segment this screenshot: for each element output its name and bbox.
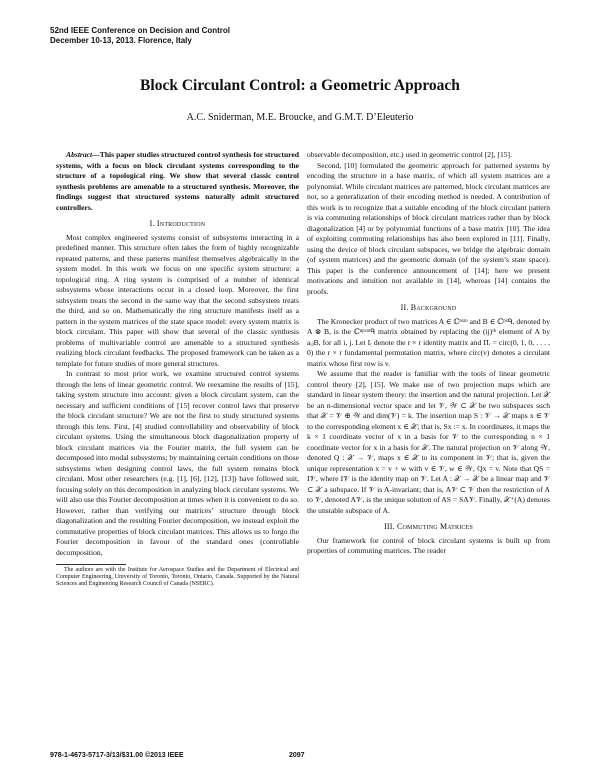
conference-name: 52nd IEEE Conference on Decision and Control <box>50 26 231 35</box>
intro-paragraph-1: Most complex engineered systems consist of subsystems interacting in a predefined manner. This structure often takes the form of highly recognizable repeated patterns, and these patterns manifest themselves algebraically in the system model. In this work we focus on one specific system structure: a topological ring. A ring system is comprised of a number of identical subsystems whose interactions occur in a closed loop. Moreover, the first subsystem treats the second in the same way that the second subsystem treats the third, and so on. Mathematically the ring structure manifests itself as a pattern in the system matrices of the state space model: every system matrix is block circulant. This paper will show that several of the classic synthesis problems of multivariable control are amenable to a structured synthesis realizing block circulant feedbacks. The proposed framework can be taken as a template for future studies of more general structures. <box>56 232 299 368</box>
page-number: 2097 <box>289 752 305 759</box>
author-footnote: The authors are with the Institute for Aerospace Studies and the Department of Electrical and Computer Engineering, University of Toronto, Toronto, Ontario, Canada. Supported by the Natural Sciences and Engineering Research Council of Canada (NSERC). <box>56 567 299 588</box>
abstract <box>56 150 299 213</box>
background-paragraph-1: The Kronecker product of two matrices A ∈ ℂⁿˣᵐ and B ∈ ℂᵖˣᑫ, denoted by A ⊗ B, is the ℂⁿᵖˣᵐᑫ matrix obtained by replacing the (ij)ᵗʰ element of A by aᵢⱼB, for all i, j. Let Iᵣ denote the r × r identity matrix and Πᵣ = circ(0, 1, 0, . . . , 0) the r × r fundamental permutation matrix, where circ(v) denotes a circulant matrix whose first row is v. <box>307 316 550 368</box>
abstract-label: Abstract <box>66 150 93 159</box>
left-column <box>56 150 299 589</box>
conference-header <box>50 26 230 46</box>
section-heading-introduction: I. Introduction <box>149 219 206 228</box>
background-paragraph-2: We assume that the reader is familiar with the tools of linear geometric control theory [2], [15]. We make use of two projection maps which are standard in linear system theory: the insertion and the natural projection. Let 𝒳 be an n-dimensional vector space and let 𝒱, 𝒲 ⊂ 𝒳 be two subspaces such that 𝒳 = 𝒱 ⊕ 𝒲 and dim(𝒱) = k. The insertion map S : 𝒱 → 𝒳 maps x ∈ 𝒱 to the corresponding element x ∈ 𝒳; that is, Sx := x. In coordinates, it maps the k × 1 coordinate vector of x in a basis for 𝒱 to the corresponding n × 1 coordinate vector for x in a basis for 𝒳. The natural projection on 𝒱 along 𝒲, denoted Q : 𝒳 → 𝒱, maps x ∈ 𝒳 to its component in 𝒱; that is, given the unique representation x = v + w with v ∈ 𝒱, w ∈ 𝒲, Qx = v. Note that QS = I𝒱, where I𝒱 is the identity map on 𝒱. Let A : 𝒳 → 𝒳 be a linear map and 𝒱 ⊂ 𝒳 a subspace. If 𝒱 is A-invariant; that is, A𝒱 ⊂ 𝒱 then the restriction of A to 𝒱, denoted A𝒱, is the unique solution of AS = SA𝒱. Finally, 𝒳⁺(A) denotes the unstable subspace of A. <box>307 369 550 515</box>
intro-paragraph-2: In contrast to most prior work, we examine structured control systems through the lens of linear geometric control. We reexamine the results of [15], taking system structure into account: given a block circulant system, can the necessary and sufficient conditions of [15] recover control laws that preserve the block circulant structure? We are not the first to study structured systems through this lens. First, [4] studied controllability and observability of block circulant systems. Using the simultaneous block diagonalization property of block circulant matrices via the Fourier matrix, the full system can be decomposed into modal subsystems; by maintaining certain conditions on those subsystems when designing control laws, the full system remains block circulant. Most other researchers (e.g. [1], [6], [12], [13]) have followed suit, focusing solely on this decomposition in analyzing block circulant systems. We will also use this Fourier decomposition at times when it is convenient to do so. However, rather than verifying our matrices’ structure through block diagonalization and the resulting Fourier decomposition, we instead exploit the commutative properties of block circulant matrices. This allows us to forgo the Fourier decomposition in favour of the standard ones (controllable decomposition, <box>56 369 299 557</box>
section-heading-background: II. Background <box>400 303 457 312</box>
intro-paragraph-3: Second, [10] formulated the geometric approach for patterned systems by encoding the structure in a base matrix, of which all system matrices are a polynomial. While circulant matrices are patterned, block circulant matrices are not, so a generalization of their encoding method is needed. A contribution of this work is to recognize that a suitable encoding of the block circulant pattern is via commuting relationships of block circulant matrices rather than by block diagonalization [4] or by polynomial functions of a base matrix [10]. The idea of exploiting commuting relationships has also been explored in [11]. Finally, using the device of block circulant subspaces, we bridge the algebraic domain (of system matrices) and the geometric domain (of the system’s state space). This paper is the conference announcement of [14]; here we present motivations and intuition not available in [14], whereas [14] contains the proofs. <box>307 160 550 296</box>
commuting-paragraph-1: Our framework for control of block circulant systems is built up from properties of commuting matrices. The reader <box>307 535 550 555</box>
paper-title: Block Circulant Control: a Geometric Approach <box>140 77 460 94</box>
right-column <box>307 150 550 557</box>
conference-date-place: December 10-13, 2013. Florence, Italy <box>50 36 192 45</box>
footnote-rule <box>56 564 126 565</box>
intro-paragraph-continued: observable decomposition, etc.) used in geometric control [2], [15]. <box>307 150 512 159</box>
abstract-text: —This paper studies structured control synthesis for structured systems, with a focus on block circulant systems corresponding to the structure of a topological ring. We show that several classic control synthesis problems are amenable to a structured synthesis. Moreover, the findings suggest that structured systems naturally admit structured controllers. <box>56 150 299 212</box>
section-heading-commuting-matrices: III. Commuting Matrices <box>383 522 474 531</box>
isbn-footer: 978-1-4673-5717-3/13/$31.00 ©2013 IEEE <box>50 752 184 759</box>
paper-authors: A.C. Sniderman, M.E. Broucke, and G.M.T. D’Eleuterio <box>186 112 414 123</box>
